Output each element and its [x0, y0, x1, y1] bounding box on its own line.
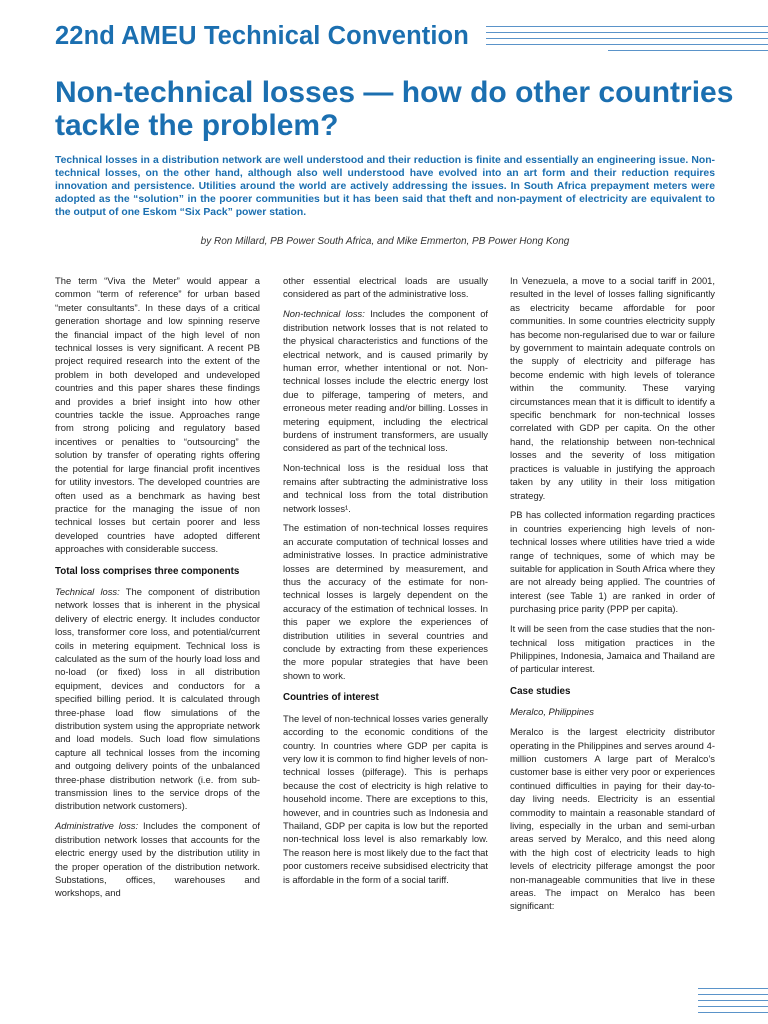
- author-byline: by Ron Millard, PB Power South Africa, and Mike Emmerton, PB Power Hong Kong: [200, 236, 570, 247]
- paragraph: The term “Viva the Meter” would appear a common “term of reference” for urban based “meter consultants”. In these days of a critical generation shortage and low spinning reserve the financial impact of the high level of non technical losses is very significant. A recent PB project required research into the extent of the problem in both developed and undeveloped countries and this paper shares these findings and provides a brief insight into how other countries tackle the issue. Approaches range from strong policing and regulatory based incentives or penalties to “outsourcing” the solution by transfer of operating rights offering the potential for large financial profit incentives for utility investors. The developed countries are often used as a benchmark as having best practice for the managing the issue of non technical losses but certain poorer and less developed countries have adopted different approaches with considerable success.: [55, 275, 260, 555]
- term-label: Technical loss:: [55, 585, 120, 597]
- paragraph: other essential electrical loads are usually considered as part of the administrative loss.: [283, 275, 488, 300]
- column-2: [283, 274, 488, 892]
- case-study-subheading: Meralco, Philippines: [510, 706, 594, 718]
- article-title: Non-technical losses — how do other countries tackle the problem?: [55, 76, 734, 142]
- convention-title: 22nd AMEU Technical Convention: [55, 22, 469, 50]
- paragraph: The level of non-technical losses varies generally according to the economic conditions of the country. In countries where GDP per capita is very low it is common to find higher levels of non-technical losses (pilferage). This is perhaps because the cost of electricity is high relative to household income. There are exceptions to this, however, and in countries such as Indonesia and Thailand, GDP per capita is low but the reported non-technical loss level is also remarkably low. The reason here is most likely due to the fact that poor customers receive subsidised electricity that is affordable in the form of a social tariff.: [283, 712, 488, 885]
- column-3: [510, 274, 715, 919]
- section-heading: Total loss comprises three components: [55, 565, 240, 577]
- footer-rule-lines: [698, 988, 768, 1018]
- paragraph: Non-technical loss is the residual loss that remains after subtracting the administrative loss and technical loss from the total distribution network losses¹.: [283, 462, 488, 514]
- term-label: Non-technical loss:: [283, 308, 365, 320]
- paragraph: It will be seen from the case studies that the non-technical loss mitigation practices in the Philippines, Indonesia, Jamaica and Thailand are of particular interest.: [510, 623, 715, 675]
- paragraph: Meralco is the largest electricity distributor operating in the Philippines and serves around 4-million customers A large part of Meralco’s customer base is either very poor or experiences continued difficulties in paying for their day-to-day living needs. Electricity is an essential commodity to maintain a reasonable standard of living, especially in the urban and semi-urban areas served by Meralco, and this need along with the high cost of electricity leads to high levels of electricity pilferage amongst the poor non-manageable communities that live in these areas. The impact on Meralco has been significant:: [510, 726, 715, 912]
- paragraph-text: Includes the component of distribution network losses that is not related to the physical characteristics and functions of the electrical network, and is caused primarily by human error, whether intentional or not. Non-technical losses include the electric energy lost due to pilferage, tampering of meters, and erroneous meter reading and/or billing. Losses in metering equipment, including the electrical burdens of instrument transformers, are usually considered as part of the technical loss.: [283, 308, 489, 454]
- term-label: Administrative loss:: [55, 820, 139, 832]
- header-rule-lines: [486, 18, 768, 68]
- page-header: [0, 18, 768, 68]
- paragraph: The estimation of non-technical losses requires an accurate computation of technical losses and administrative losses. In practice administrative losses are determined by measurement, and thus the accuracy of the estimate for non-technical losses is largely dependent on the accuracy of the estimation of technical losses. In this paper we explore the experiences of distribution utilities in several countries and conclude by extracting from these experiences the more popular strategies that have been shown to work.: [283, 522, 488, 681]
- paragraph: In Venezuela, a move to a social tariff in 2001, resulted in the level of losses falling significantly as electricity became affordable for poor communities. In some countries electricity supply has become non-regularised due to war or failure by government to maintain adequate controls on the supply of electricity and pilferage has become endemic with high levels of tolerance within the community. These varying circumstances mean that it is difficult to identify a specific benchmark for non-technical losses correlated with GDP per capita. On the other hand, the relationship between non-technical losses and the severity of loss mitigation practices is valuable in justifying the approach taken by any utility in their loss mitigation strategy.: [510, 275, 715, 501]
- paragraph: PB has collected information regarding practices in countries experiencing high levels of non-technical losses where utilities have tried a wide range of techniques, some of which may be suitable for application in South Africa where they are not already being applied. The countries of interest (see Table 1) are ranked in order of purchasing price parity (PPP per capita).: [510, 509, 715, 615]
- paragraph: [55, 585, 260, 813]
- paragraph-text: Includes the component of distribution network losses that accounts for the electric energy used by the distribution utility in the proper operation of the distribution network. Substations, offices, warehouses and workshops, and: [55, 820, 260, 899]
- paragraph: [283, 307, 488, 454]
- article-abstract: Technical losses in a distribution network are well understood and their reduction is finite and essentially an engineering issue. Non-technical losses, on the other hand, although also well understood have evolved into an art form and their reduction requires innovation and persistence. Utilities around the world are actively addressing the issues. In South Africa prepayment meters were adopted as the “solution” in the poorer communities but it has been said that theft and non-payment of electricity are equivalent to the output of one Eskom “Six Pack” power station.: [55, 155, 715, 219]
- paragraph: [55, 819, 260, 899]
- paragraph-text: The component of distribution network losses that is inherent in the physical delivery of electric energy. It includes conductor loss, transformer core loss, and potential/current coils in metering equipment. Technical loss is calculated as the sum of the hourly load loss and no-load (or fixed) loss in all distribution equipment, devices and conductors for a specified billing period. It is calculated through three-phase load flow simulations of the distribution system using the appropriate network and load models. Such load flow simulations capture all technical losses from the incoming and outgoing delivery points of the unbalanced three-phase distribution network (i.e. from sub-transmission lines to the service drops of the distribution network customers).: [55, 585, 260, 812]
- section-heading: Case studies: [510, 685, 571, 697]
- column-1: [55, 274, 260, 906]
- section-heading: Countries of interest: [283, 692, 379, 704]
